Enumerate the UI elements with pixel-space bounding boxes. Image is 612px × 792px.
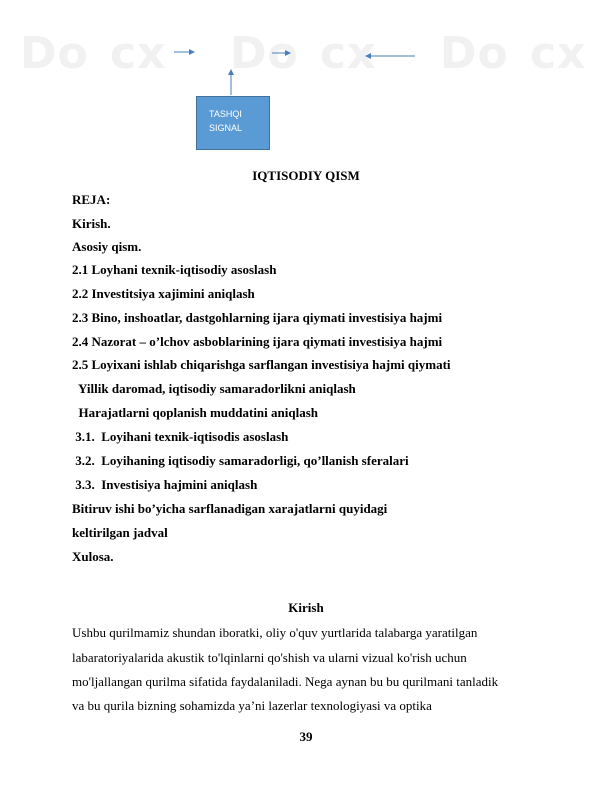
list-item: Bitiruv ishi bo’yicha sarflanadigan xarajatlarni quyidagi xyxy=(72,501,388,516)
watermark-text: Do xyxy=(230,28,299,79)
paragraph-line: labaratoriyalarida akustik to'lqinlarni qo'shish va ularni vizual ko'rish uchun xyxy=(72,650,467,665)
list-item: Kirish. xyxy=(72,216,111,231)
diagram-arrows xyxy=(0,0,612,160)
list-item: 3.3. Investisiya hajmini aniqlash xyxy=(72,477,258,492)
watermark-text: cx xyxy=(110,28,167,79)
paragraph-line: va bu qurila bizning sohamizda ya’ni lazerlar texnologiyasi va optika xyxy=(72,698,432,713)
paragraph-line: mo'ljallangan qurilma sifatida faydalaniladi. Nega aynan bu bu qurilmani tanladik xyxy=(72,674,499,689)
watermark-text: cx xyxy=(530,28,587,79)
list-item: keltirilgan jadval xyxy=(72,525,168,540)
list-item: Xulosa. xyxy=(72,549,114,564)
watermark-text: Do xyxy=(20,28,89,79)
list-item: 3.2. Loyihaning iqtisodiy samaradorligi, qo’llanish sferalari xyxy=(72,453,409,468)
list-item: 2.1 Loyhani texnik-iqtisodiy asoslash xyxy=(72,262,277,277)
list-item: 2.3 Bino, inshoatlar, dastgohlarning ijara qiymati investisiya hajmi xyxy=(72,310,443,325)
page-title: IQTISODIY QISM xyxy=(252,168,360,183)
list-item: Harajatlarni qoplanish muddatini aniqlash xyxy=(72,405,318,420)
signal-box xyxy=(196,96,270,150)
list-item: REJA: xyxy=(72,192,111,207)
section-heading: Kirish xyxy=(288,600,324,615)
list-item: 2.5 Loyixani ishlab chiqarishga sarflangan investisiya hajmi qiymati xyxy=(72,357,451,372)
list-item: 3.1. Loyihani texnik-iqtisodis asoslash xyxy=(72,429,289,444)
page-number: 39 xyxy=(299,729,313,744)
list-item: 2.2 Investitsiya xajimini aniqlash xyxy=(72,286,255,301)
paragraph-line: Ushbu qurilmamiz shundan iboratki, oliy o'quv yurtlarida talabarga yaratilgan xyxy=(72,625,478,640)
watermark-text: cx xyxy=(320,28,377,79)
signal-box-line2: SIGNAL xyxy=(209,123,243,133)
list-item: Yillik daromad, iqtisodiy samaradorlikni aniqlash xyxy=(72,381,356,396)
list-item: Asosiy qism. xyxy=(72,239,142,254)
watermark-text: Do xyxy=(440,28,509,79)
signal-box-line1: TASHQI xyxy=(209,109,242,119)
list-item: 2.4 Nazorat – o’lchov asboblarining ijara qiymati investisiya hajmi xyxy=(72,334,443,349)
